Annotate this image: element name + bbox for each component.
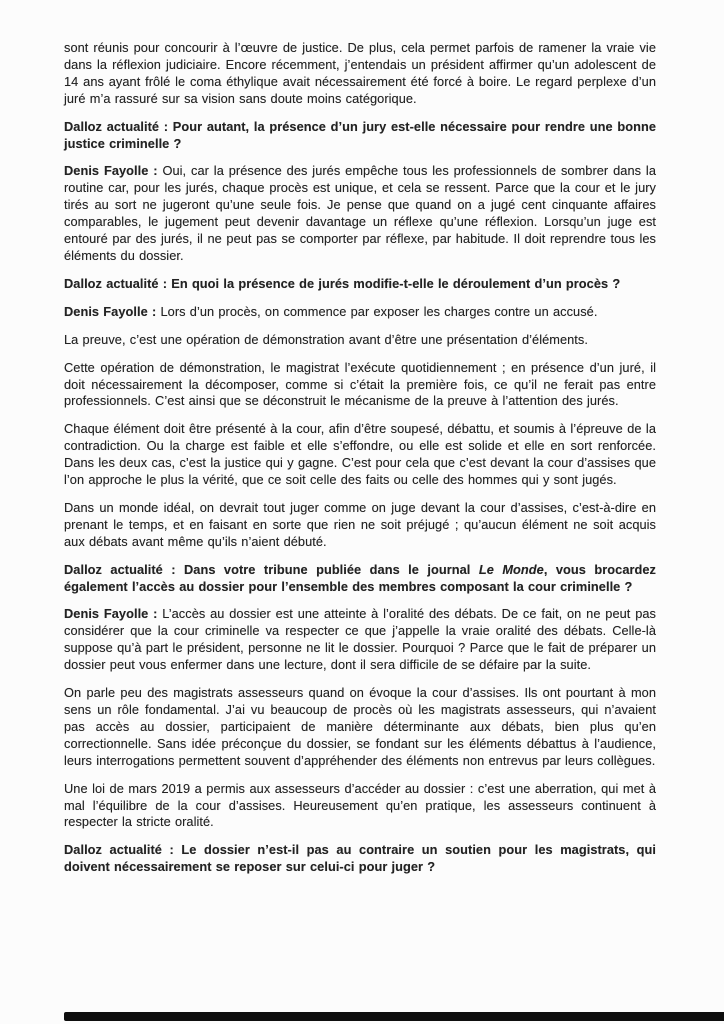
text-segment: La preuve, c’est une opération de démonstration avant d’être une présentation d’éléments. [64,331,588,347]
interview-answer [64,606,656,674]
text-segment: Chaque élément doit être présenté à la cour, afin d’être soupesé, débattu, et soumis à l’épreuve de la contradiction. Ou la charge est faible et elle s’effondre, ou elle est solide et elle en sort renforcée. Dans les deux cas, c’est la justice qui y gagne. C’est pour cela que c’est devant la cour d’assises que l’on approche le plus la vérité, que ce soit celle des faits ou celle des hommes qui y sont jugés. [64,421,656,488]
interview-question [64,842,656,876]
text-segment: Une loi de mars 2019 a permis aux assesseurs d’accéder au dossier : c’est une aberration, qui met à mal l’équilibre de la cour d’assises. Heureusement qu’en pratique, les assesseurs continuent à respecter la stricte oralité. [64,780,656,830]
speaker-name: Denis Fayolle : [64,303,161,319]
body-paragraph [64,781,656,832]
speaker-name: Denis Fayolle : [64,163,163,179]
text-segment: L’accès au dossier est une atteinte à l’oralité des débats. De ce fait, on ne peut pas considérer que la cour criminelle va respecter ce que j’appelle la vraie oralité des débats. Celle-là suppose qu’à part le président, personne ne lit le dossier. Pourquoi ? Parce que le fait de préparer un dossier peut vous enfermer dans une lecture, dont il sera difficile de se défaire par la suite. [64,606,656,673]
scan-artifact-bar [64,1012,724,1021]
text-segment: Dalloz actualité : Le dossier n’est-il pas au contraire un soutien pour les magistrats, qui doivent nécessairement se reposer sur celui-ci pour juger ? [64,842,656,875]
text-segment: sont réunis pour concourir à l’œuvre de justice. De plus, cela permet parfois de ramener la vraie vie dans la réflexion judiciaire. Encore récemment, j’entendais un président affirmer qu’un adolescent de 14 ans ayant frôlé le coma éthylique avait nécessairement été forcé à boire. Le regard perplexe d’un juré m’a rassuré sur sa vision sans doute moins catégorique. [64,40,656,106]
interview-question [64,562,656,596]
text-segment: Oui, car la présence des jurés empêche tous les professionnels de sombrer dans la routine car, pour les jurés, chaque procès est unique, et cela se ressent. Parce que la cour et le jury tirés au sort ne jugeront qu’une seule fois. Je pense que quand on a jugé cent cinquante affaires comparables, le jugement peut devenir davantage un réflexe qu’une réflexion. Lorsqu’un juge est entouré par des jurés, il ne peut pas se comporter par réflexe, par habitude. Il doit reprendre tous les éléments du dossier. [64,163,656,263]
text-segment: On parle peu des magistrats assesseurs quand on évoque la cour d’assises. Ils ont pourtant à mon sens un rôle fondamental. J’ai vu beaucoup de procès où les magistrats assesseurs, qui n’avaient pas accès au dossier, participaient de manière déterminante aux débats, bien plus qu’en correctionnelle. Sans idée préconçue du dossier, se fondant sur les éléments débattus à l’audience, leurs interrogations permettent souvent d’appréhender des éléments non entrevus par leurs collègues. [64,685,656,768]
body-paragraph [64,40,656,108]
text-segment: Lors d’un procès, on commence par exposer les charges contre un accusé. [160,303,598,319]
text-segment: Le Monde [478,561,544,577]
body-paragraph [64,500,656,551]
text-segment: Dalloz actualité : Pour autant, la présence d’un jury est-elle nécessaire pour rendre une bonne justice criminelle ? [64,118,656,151]
body-paragraph [64,332,656,349]
interview-answer [64,304,656,321]
body-paragraph [64,685,656,770]
text-segment: Dans un monde idéal, on devrait tout juger comme on juge devant la cour d’assises, c’est-à-dire en prenant le temps, et en faisant en sorte que rien ne soit préjugé ; qu’aucun élément ne soit acquis aux débats avant même qu’ils n’aient débuté. [64,499,656,549]
text-segment: Dalloz actualité : Dans votre tribune publiée dans le journal [64,561,479,577]
speaker-name: Denis Fayolle : [64,606,163,622]
interview-question [64,119,656,153]
interview-answer [64,163,656,264]
text-segment: Dalloz actualité : En quoi la présence de jurés modifie-t-elle le déroulement d’un procès ? [64,275,621,291]
article-body [64,40,656,887]
interview-question [64,276,656,293]
body-paragraph [64,360,656,411]
text-segment: , vous brocardez également l’accès au dossier pour l’ensemble des membres composant la cour criminelle ? [64,561,657,594]
body-paragraph [64,421,656,489]
text-segment: Cette opération de démonstration, le magistrat l’exécute quotidiennement ; en présence d’un juré, il doit nécessairement la décomposer, comme si c’était la première fois, ce qu’il ne ferait pas entre professionnels. C’est ainsi que se déconstruit le mécanisme de la preuve à l’attention des jurés. [64,359,656,409]
